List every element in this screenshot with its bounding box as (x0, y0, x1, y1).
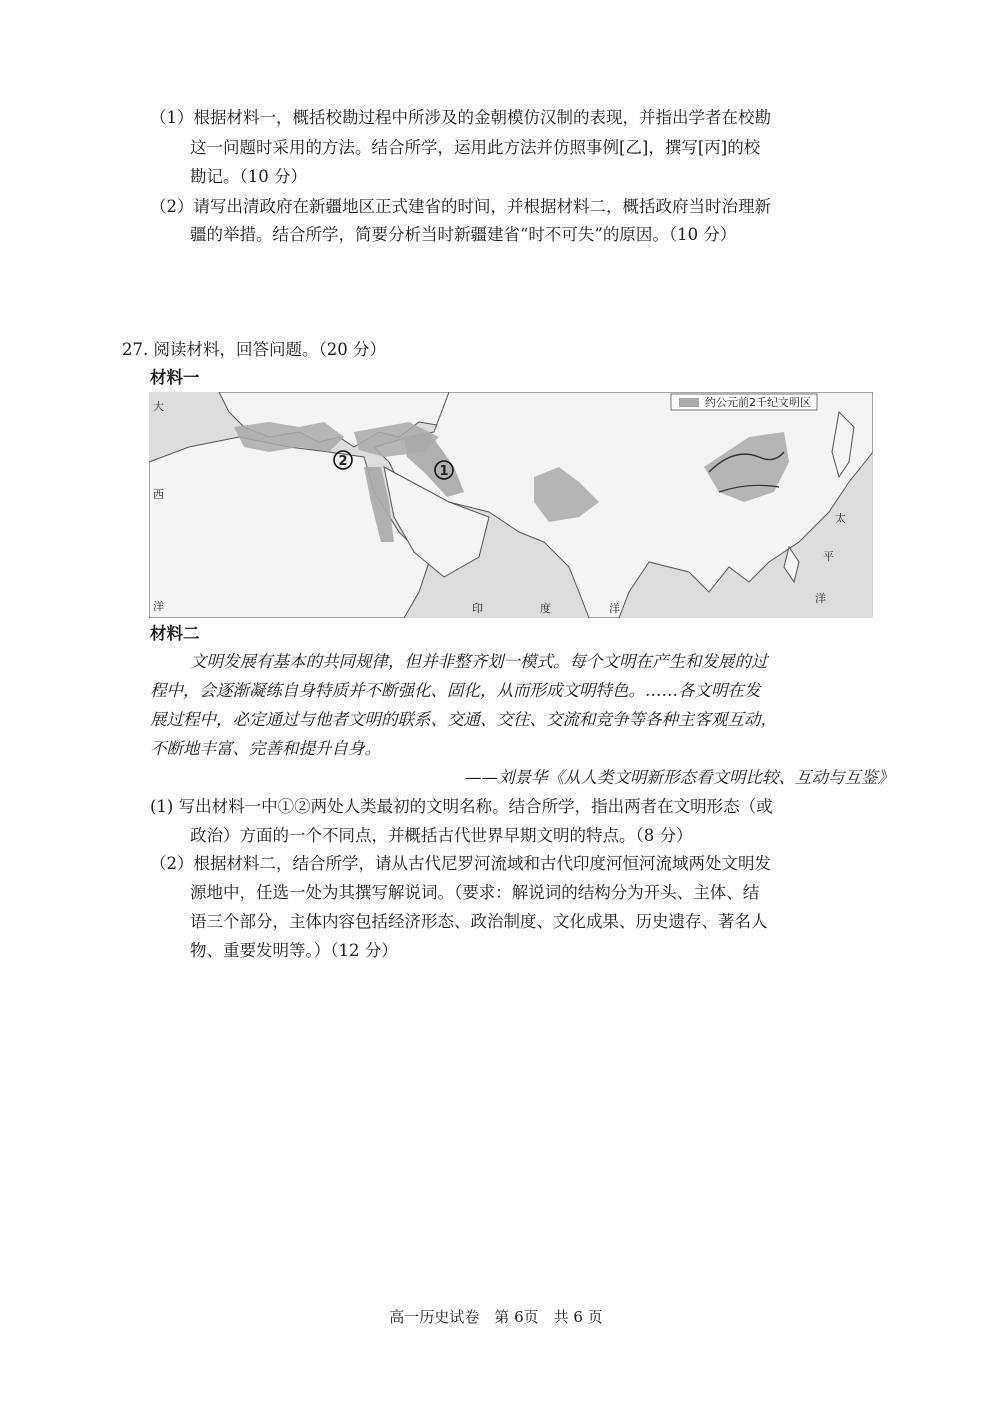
material2-line3: 展过程中，必定通过与他者文明的联系、交通、交往、交流和竞争等各种主客观互动， (150, 710, 777, 729)
q27-sub2-line4: 物、重要发明等。）（12 分） (190, 941, 398, 960)
q26-sub1-line1: （1）根据材料一，概括校勘过程中所涉及的金朝模仿汉制的表现，并指出学者在校勘 (150, 108, 771, 127)
page-footer: 高一历史试卷 第 6页 共 6 页 (389, 1308, 603, 1326)
map-label-xi: 西 (153, 488, 164, 501)
material2-line4: 不断地丰富、完善和提升自身。 (150, 739, 381, 758)
marker-1-label: 1 (439, 464, 449, 479)
q27-heading: 27. 阅读材料，回答问题。（20 分） (122, 340, 386, 359)
q27-sub1-line2: 政治）方面的一个不同点，并概括古代世界早期文明的特点。（8 分） (190, 826, 693, 845)
material2-line1: 文明发展有基本的共同规律，但并非整齐划一模式。每个文明在产生和发展的过 (190, 652, 768, 671)
q26-sub1-line3: 勘记。（10 分） (190, 167, 307, 186)
q27-sub2-line1: （2）根据材料二，结合所学，请从古代尼罗河流域和古代印度河恒河流域两处文明发 (150, 854, 771, 873)
q27-sub2-line2: 源地中，任选一处为其撰写解说词。（要求：解说词的结构分为开头、主体、结 (190, 883, 760, 902)
q26-sub1-line2: 这一问题时采用的方法。结合所学，运用此方法并仿照事例[乙]，撰写[丙]的校 (190, 138, 761, 157)
material1-label: 材料一 (150, 368, 200, 387)
material2-label: 材料二 (150, 624, 200, 643)
q26-sub2-line1: （2）请写出清政府在新疆地区正式建省的时间，并根据材料二，概括政府当时治理新 (150, 197, 771, 216)
q27-sub2-line3: 语三个部分，主体内容包括经济形态、政治制度、文化成果、历史遗存、著名人 (190, 912, 768, 931)
map-label-da: 大 (153, 400, 164, 413)
civilization-map (149, 392, 873, 618)
marker-2-label: 2 (338, 454, 348, 469)
map-label-tai: 太 (835, 512, 846, 525)
map-label-du: 度 (540, 602, 551, 615)
q26-sub2-line2: 疆的举措。结合所学，简要分析当时新疆建省“时不可失”的原因。（10 分） (190, 225, 737, 244)
map-label-yang-mid: 洋 (609, 602, 620, 615)
map-label-yin: 印 (472, 602, 483, 615)
map-legend-text: 约公元前2千纪文明区 (705, 396, 811, 409)
map-label-yang-left: 洋 (153, 600, 164, 613)
material2-source: ——刘景华《从人类文明新形态看文明比较、互动与互鉴》 (465, 768, 894, 787)
civ-zone-mediterranean (234, 422, 344, 452)
map-label-ping: 平 (823, 550, 834, 563)
q27-sub1-line1: (1) 写出材料一中①②两处人类最初的文明名称。结合所学，指出两者在文明形态（或 (150, 797, 773, 816)
map-label-yang-right: 洋 (815, 592, 826, 605)
map-legend (671, 394, 817, 410)
material2-line2: 程中，会逐渐凝练自身特质并不断强化、固化，从而形成文明特色。……各文明在发 (150, 681, 761, 700)
